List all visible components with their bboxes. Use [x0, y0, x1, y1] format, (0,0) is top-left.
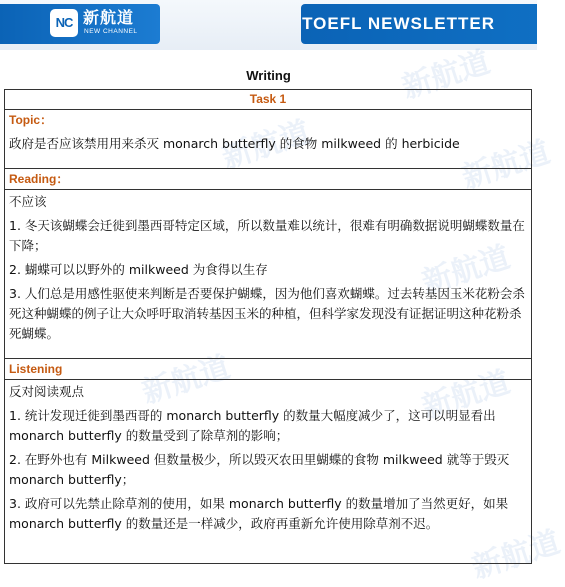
watermark-logo: 新航道 — [397, 44, 495, 106]
watermark-logo: 新航道 — [467, 524, 565, 586]
section-title: Writing — [246, 68, 291, 83]
watermark-logo: 新航道 — [417, 239, 515, 301]
topic-text: 政府是否应该禁用用来杀灭 monarch butterfly 的食物 milkweed 的 herbicide — [9, 136, 460, 151]
logo-mark-icon: NC — [50, 9, 78, 37]
task-heading: Task 1 — [249, 92, 287, 106]
writing-task-table — [4, 89, 532, 564]
logo-english-text: NEW CHANNEL — [84, 28, 138, 35]
watermark-logo: 新航道 — [137, 349, 235, 411]
listening-point: 2. 在野外也有 Milkweed 但数量极少，所以毁灭农田里蝴蝶的食物 milkweed 就等于毁灭 monarch butterfly； — [9, 452, 510, 487]
topic-label: Topic： — [5, 109, 531, 130]
reading-label: Reading： — [5, 168, 531, 189]
watermark-logo: 新航道 — [217, 114, 315, 176]
brand-logo — [50, 8, 160, 40]
newsletter-banner — [0, 0, 537, 50]
watermark-logo: 新航道 — [417, 364, 515, 426]
reading-point: 1. 冬天该蝴蝶会迁徙到墨西哥特定区域，所以数量难以统计，很难有明确数据说明蝴蝶数量在下降； — [9, 218, 525, 253]
watermark-logo: 新航道 — [457, 134, 555, 196]
reading-point: 3. 人们总是用感性驱使来判断是否要保护蝴蝶，因为他们喜欢蝴蝶。过去转基因玉米花粉会杀死这种蝴蝶的例子让大众呼吁取消转基因玉米的种植，但科学家发现没有证据证明这种花粉杀死蝴蝶。 — [9, 286, 525, 341]
listening-point: 3. 政府可以先禁止除草剂的使用，如果 monarch butterfly 的数量增加了当然更好，如果 monarch butterfly 的数量还是一样减少，政府再重新允许使用除草剂不迟。 — [9, 496, 509, 531]
reading-stance: 不应该 — [9, 194, 47, 209]
listening-point: 1. 统计发现迁徙到墨西哥的 monarch butterfly 的数量大幅度减少了，这可以明显看出 monarch butterfly 的数量受到了除草剂的影响； — [9, 408, 496, 443]
listening-stance: 反对阅读观点 — [9, 384, 85, 399]
banner-title: TOEFL NEWSLETTER — [302, 14, 495, 33]
listening-label: Listening — [5, 358, 531, 379]
listening-content — [5, 379, 531, 563]
reading-point: 2. 蝴蝶可以以野外的 milkweed 为食得以生存 — [9, 262, 268, 277]
reading-content — [5, 189, 531, 363]
logo-chinese-text: 新航道 — [83, 8, 135, 27]
